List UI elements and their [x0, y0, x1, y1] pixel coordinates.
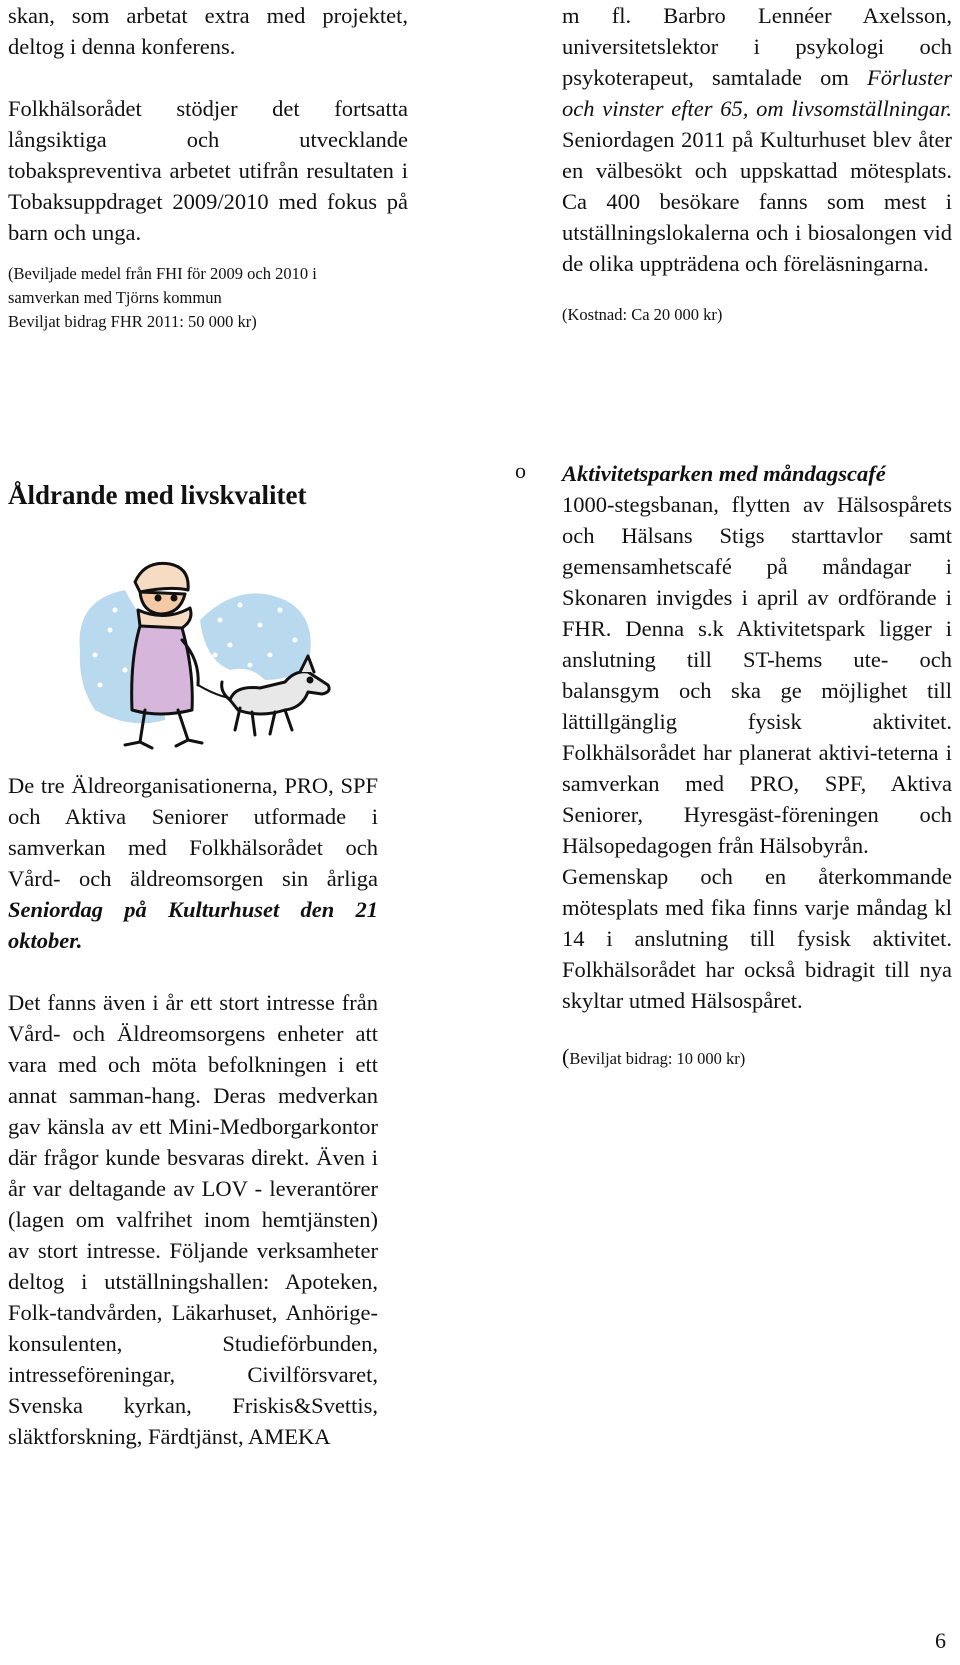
activity-park-title: Aktivitetsparken med måndagscafé — [562, 461, 886, 486]
grant-note — [562, 1044, 952, 1071]
seniordag-intro-paragraph — [8, 770, 378, 956]
grant-note-line: (Beviljade medel från FHI för 2009 och 2010 i — [8, 264, 317, 283]
activity-park-paragraph: 1000-stegsbanan, flytten av Hälsospårets och Hälsans Stigs starttavlor samt gemensamhetscafé på måndagar i Skonaren invigdes i april av ordförande i FHR. Denna s.k Aktivitetspark ligger i anslutning till ST-hems ute- och balansgym och ska ge möjlighet till lättillgänglig fysisk aktivitet. Folkhälsorådet har planerat aktivi-teterna i samverkan med PRO, SPF, Aktiva Seniorer, Hyresgäst-föreningen och Hälsopedagogen från Hälsobyrån. — [562, 492, 952, 858]
illustration-svg — [70, 560, 350, 775]
cost-note: (Kostnad: Ca 20 000 kr) — [562, 305, 723, 324]
participants-paragraph: Det fanns även i år ett stort intresse från Vård- och Äldreomsorgens enheter att vara med och möta befolkningen i ett annat samman-hang. Deras medverkan gav känsla av ett Mini-Medborgarkontor där frågor kunde besvaras direkt. Även i år var deltagande av LOV - leverantörer (lagen om valfrihet inom hemtjänsten) av stort intresse. Följande verksamheter deltog i utställningshallen: Apoteken, Folk-tandvården, Läkarhuset, Anhörige-konsulenten, Studieförbunden, intresseföreningar, Civilförsvaret, Svenska kyrkan, Friskis&Svettis, släktforskning, Färdtjänst, AMEKA — [8, 990, 378, 1449]
grant-paren: ( — [562, 1044, 570, 1069]
paragraph-text: m fl. Barbro Lennéer Axelsson, universitetslektor i psykologi och psykoterapeut, samtalade om — [562, 3, 952, 90]
winter-walk-with-dog-illustration — [70, 560, 350, 780]
right-bottom-section — [562, 458, 952, 1071]
grant-note-line: samverkan med Tjörns kommun — [8, 288, 222, 307]
page-number: 6 — [935, 1628, 946, 1653]
seniordag-paragraph — [562, 0, 952, 279]
left-top-section — [8, 0, 408, 334]
community-paragraph: Gemenskap och en återkommande mötesplats med fika finns varje måndag kl 14 i anslutning till fysisk aktivitet. Folkhälsorådet har också bidragit till nya skyltar utmed Hälsospåret. — [562, 864, 952, 1013]
right-top-section — [562, 0, 952, 327]
event-date: Seniordag på Kulturhuset den 21 oktober. — [8, 897, 378, 953]
grant-note — [8, 262, 408, 334]
tobacco-prevention-paragraph: Folkhälsorådet stödjer det fortsatta långsiktiga och utvecklande tobakspreventiva arbetet utifrån resultaten i Tobaksuppdraget 2009/2010 med fokus på barn och unga. — [8, 96, 408, 245]
continued-paragraph: skan, som arbetat extra med projektet, deltog i denna konferens. — [8, 3, 408, 59]
paragraph-text: De tre Äldreorganisationerna, PRO, SPF och Aktiva Seniorer utformade i samverkan med Folkhälsorådet och Vård- och äldreomsorgen sin årliga — [8, 773, 378, 891]
paragraph-text: Seniordagen 2011 på Kulturhuset blev åter en välbesökt och uppskattad mötesplats. Ca 400 besökare fanns som mest i utställningslokalerna och i biosalongen vid de olika uppträdena och föreläsningarna. — [562, 127, 952, 276]
section-heading: Åldrande med livskvalitet — [8, 480, 307, 510]
grant-note-line: Beviljat bidrag FHR 2011: 50 000 kr) — [8, 312, 257, 331]
lecture-title: Förluster och vinster efter 65, om livsomställningar. — [562, 65, 952, 121]
grant-amount: Beviljat bidrag: 10 000 kr) — [569, 1049, 746, 1068]
bullet-marker: o — [515, 458, 526, 483]
left-bottom-section — [8, 770, 378, 1452]
